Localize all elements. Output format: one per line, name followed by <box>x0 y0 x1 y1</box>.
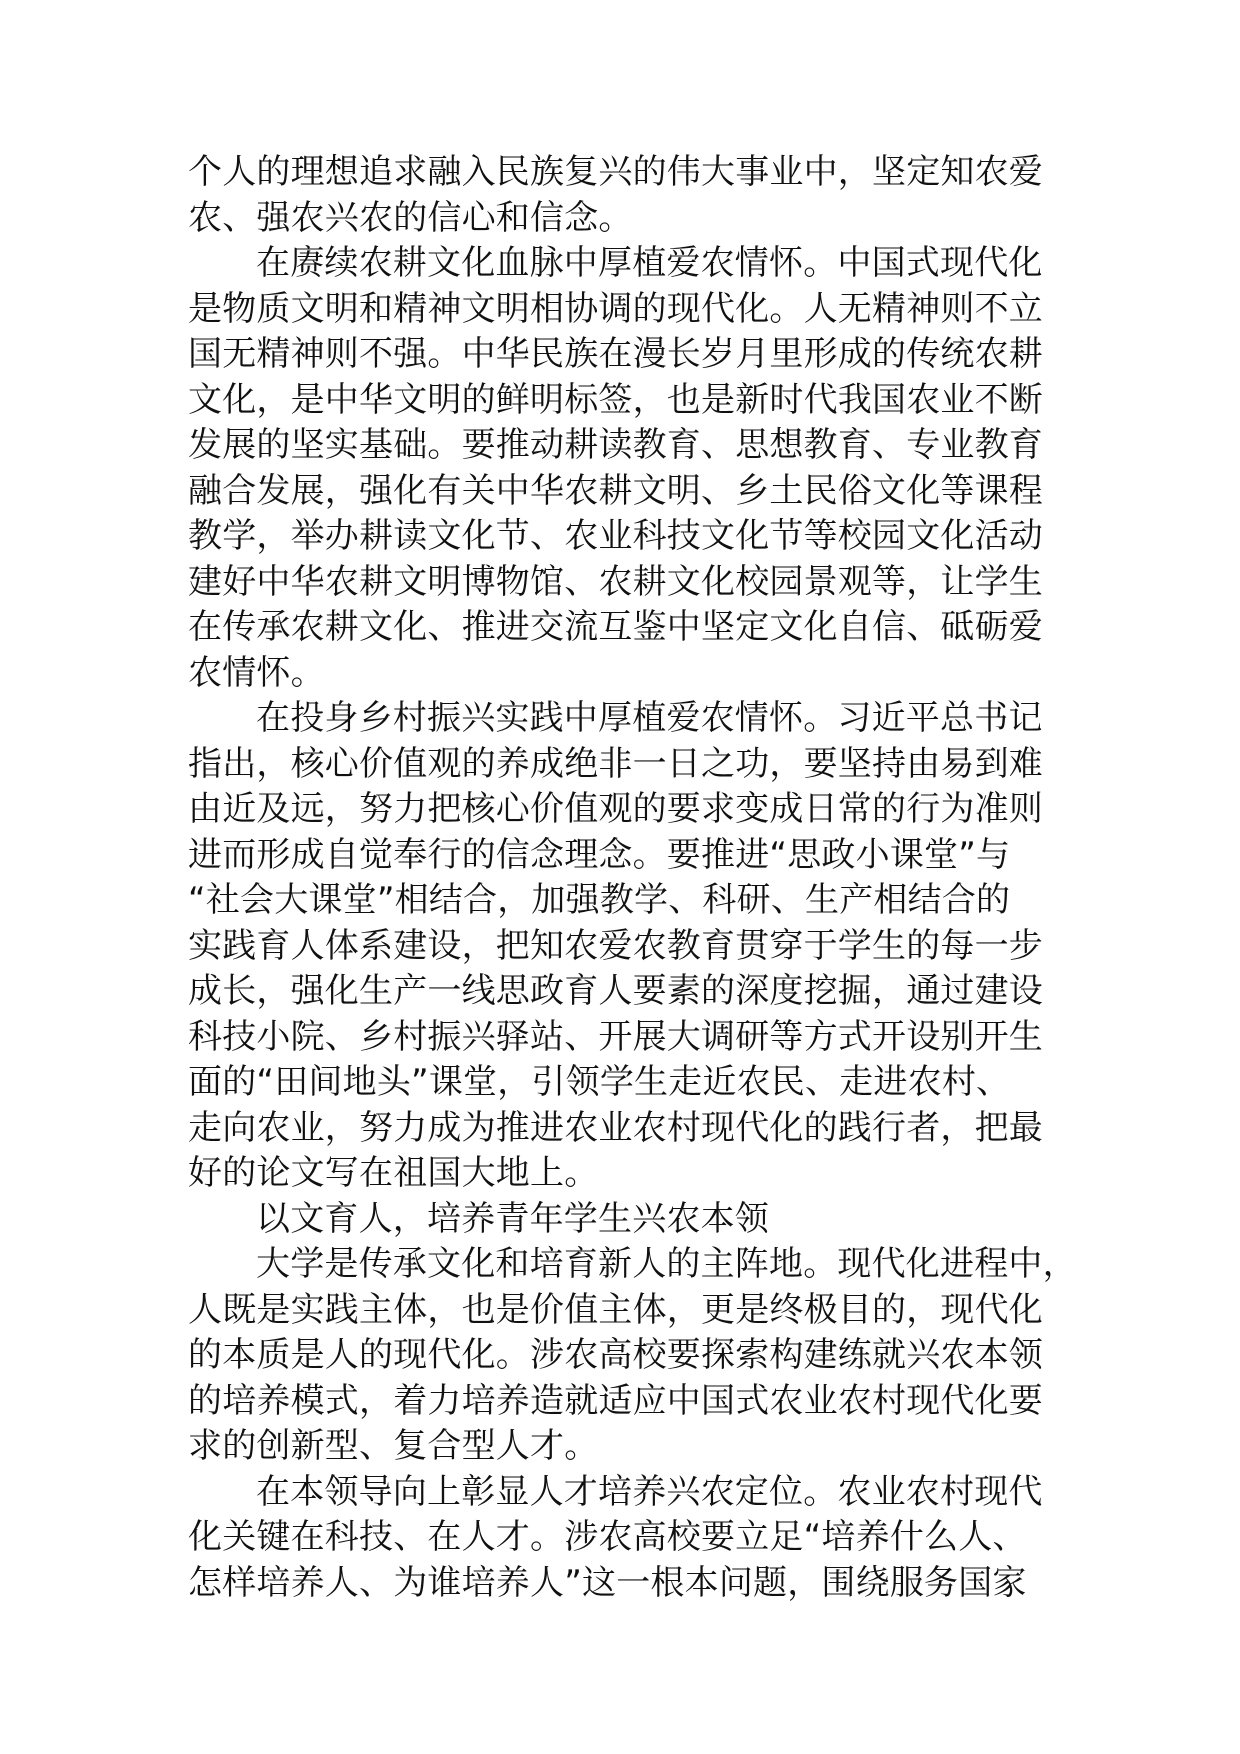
text-line: 教学，举办耕读文化节、农业科技文化节等校园文化活动 <box>188 516 1043 556</box>
text-line: 在传承农耕文化、推进交流互鉴中坚定文化自信、砥砺爱 <box>188 607 1043 647</box>
text-line: 的培养模式，着力培养造就适应中国式农业农村现代化要 <box>188 1380 1043 1421</box>
text-line: 求的创新型、复合型人才。 <box>188 1426 599 1466</box>
text-line: 农、强农兴农的信心和信念。 <box>188 197 633 238</box>
text-line: 指出，核心价值观的养成绝非一日之功，要坚持由易到难 <box>188 743 1043 784</box>
text-line: 国无精神则不强。中华民族在漫长岁月里形成的传统农耕 <box>188 334 1043 374</box>
text-line: 化关键在科技、在人才。涉农高校要立足“培养什么人、 <box>188 1517 1027 1557</box>
text-line: 农情怀。 <box>188 652 325 693</box>
text-line: 进而形成自觉奉行的信念理念。要推进“思政小课堂”与 <box>188 834 1011 875</box>
text-line: 成长，强化生产一线思政育人要素的深度挖掘，通过建设 <box>188 971 1043 1011</box>
text-line: 文化，是中华文明的鲜明标签，也是新时代我国农业不断 <box>188 379 1043 420</box>
text-line: 发展的坚实基础。要推动耕读教育、思想教育、专业教育 <box>188 425 1043 465</box>
text-line: 建好中华农耕文明博物馆、农耕文化校园景观等，让学生 <box>188 561 1043 602</box>
body-text <box>188 150 1088 1606</box>
text-line: 大学是传承文化和培育新人的主阵地。现代化进程中， <box>256 1244 1077 1284</box>
text-line: 融合发展，强化有关中华农耕文明、乡土民俗文化等课程 <box>188 470 1043 511</box>
text-line: 走向农业，努力成为推进农业农村现代化的践行者，把最 <box>188 1107 1043 1148</box>
text-line: 科技小院、乡村振兴驿站、开展大调研等方式开设别开生 <box>188 1016 1043 1057</box>
text-line: 好的论文写在祖国大地上。 <box>188 1153 599 1193</box>
text-line: 怎样培养人、为谁培养人”这一根本问题，围绕服务国家 <box>188 1562 1027 1603</box>
text-line: 人既是实践主体，也是价值主体，更是终极目的，现代化 <box>188 1289 1043 1330</box>
text-line: 个人的理想追求融入民族复兴的伟大事业中，坚定知农爱 <box>188 152 1043 192</box>
text-line: 面的“田间地头”课堂，引领学生走近农民、走进农村、 <box>188 1062 1011 1102</box>
text-line: 的本质是人的现代化。涉农高校要探索构建练就兴农本领 <box>188 1335 1043 1375</box>
text-line: 以文育人，培养青年学生兴农本领 <box>256 1198 769 1239</box>
text-line: 在投身乡村振兴实践中厚植爱农情怀。习近平总书记 <box>256 698 1043 738</box>
text-line: 由近及远，努力把核心价值观的要求变成日常的行为准则 <box>188 789 1043 829</box>
text-line: 在赓续农耕文化血脉中厚植爱农情怀。中国式现代化 <box>256 243 1043 283</box>
text-line: “社会大课堂”相结合，加强教学、科研、生产相结合的 <box>188 880 1011 920</box>
text-line: 在本领导向上彰显人才培养兴农定位。农业农村现代 <box>256 1471 1043 1512</box>
text-line: 是物质文明和精神文明相协调的现代化。人无精神则不立 <box>188 288 1043 329</box>
text-line: 实践育人体系建设，把知农爱农教育贯穿于学生的每一步 <box>188 925 1043 966</box>
